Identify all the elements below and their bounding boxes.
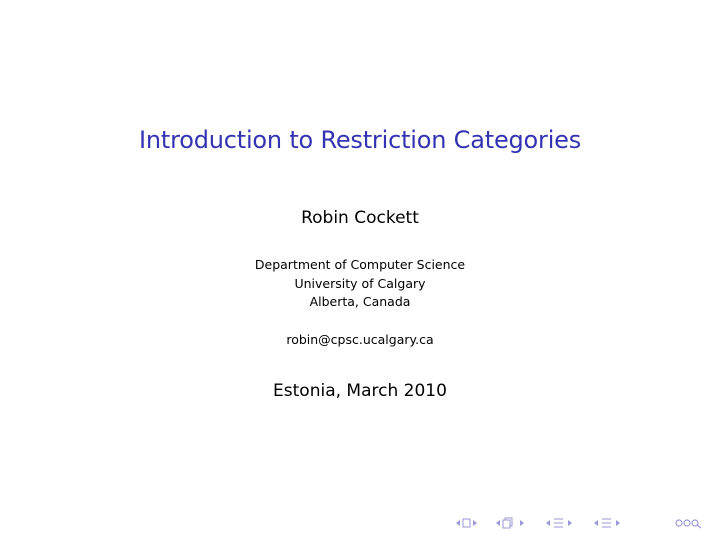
institute-block: [0, 256, 720, 312]
section-nav-icon[interactable]: [542, 515, 576, 531]
institute-department: Department of Computer Science: [254, 257, 466, 272]
slide-title: Introduction to Restriction Categories: [138, 126, 582, 154]
author-name: Robin Cockett: [301, 208, 419, 228]
beamer-navigation-bar: [452, 515, 712, 531]
search-icon[interactable]: [674, 515, 704, 531]
presentation-date: Estonia, March 2010: [273, 381, 447, 401]
institute-location: Alberta, Canada: [309, 294, 411, 309]
frame-nav-icon[interactable]: [452, 515, 480, 531]
subsection-nav-icon[interactable]: [492, 515, 528, 531]
author-email: robin@cpsc.ucalgary.ca: [286, 332, 434, 347]
institute-university: University of Calgary: [294, 275, 426, 291]
document-nav-icon[interactable]: [590, 515, 624, 531]
